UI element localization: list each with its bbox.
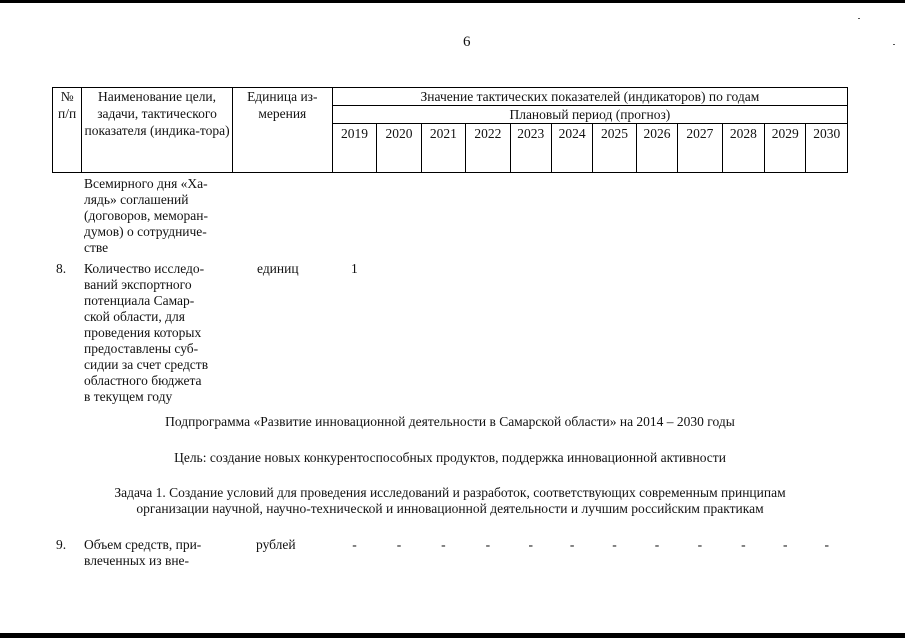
header-year-2024: 2024 (551, 124, 592, 173)
task-line: организации научной, научно-технической и инновационной деятельности и лучшим российским практикам (136, 501, 764, 516)
row9-value-2026: - (654, 537, 660, 552)
row9-value-2027: - (697, 537, 703, 552)
row9-value-2019: - (352, 537, 357, 552)
row8-name-line: предоставлены суб- (84, 341, 199, 356)
header-year-2023: 2023 (510, 124, 551, 173)
row8-name-line: ваний экспортного (84, 277, 192, 292)
row9-value-2023: - (528, 537, 533, 552)
header-year-2022: 2022 (466, 124, 510, 173)
header-year-2021: 2021 (421, 124, 465, 173)
row9-value-2030: - (824, 537, 829, 552)
scan-speck (858, 18, 860, 19)
continuation-line: Всемирного дня «Ха- (84, 176, 208, 191)
row8-name (84, 261, 234, 405)
indicator-table-header (52, 87, 848, 173)
row9-num: 9. (56, 537, 67, 552)
header-unit: Единица из-мерения (232, 88, 332, 173)
row9-name-line: влеченных из вне- (84, 553, 190, 568)
header-values-title: Значение тактических показателей (индикаторов) по годам (332, 88, 847, 106)
row8-name-line: областного бюджета (84, 373, 202, 388)
row9-value-2029: - (782, 537, 788, 552)
row8-name-line: ской области, для (84, 309, 185, 324)
row8-name-line: Количество исследо- (84, 261, 205, 276)
row8-num: 8. (56, 261, 67, 276)
header-year-2029: 2029 (765, 124, 806, 173)
goal-text: Цель: создание новых конкурентоспособных продуктов, поддержка инновационной активности (174, 450, 726, 465)
task-line: Задача 1. Создание условий для проведения исследований и разработок, соответствующих современным принципам (114, 485, 786, 500)
continuation-text (84, 176, 234, 256)
header-year-2028: 2028 (722, 124, 764, 173)
row9-value-2020: - (396, 537, 402, 552)
top-border (0, 0, 905, 3)
row9-value-2028: - (741, 537, 746, 552)
row8-name-line: сидии за счет средств (84, 357, 209, 372)
row8-value-2019: 1 (351, 261, 358, 276)
header-year-2026: 2026 (636, 124, 677, 173)
row9-value-2024: - (569, 537, 575, 552)
header-year-2025: 2025 (593, 124, 636, 173)
header-period: Плановый период (прогноз) (332, 106, 847, 124)
header-year-2020: 2020 (377, 124, 421, 173)
header-year-2019: 2019 (332, 124, 376, 173)
header-year-2030: 2030 (806, 124, 848, 173)
subprogram-title: Подпрограмма «Развитие инновационной деятельности в Самарской области» на 2014 – 2030 годы (165, 414, 735, 429)
row9-value-2025: - (612, 537, 617, 552)
bottom-border (0, 633, 905, 638)
continuation-line: (договоров, меморан- (84, 208, 209, 223)
row9-value-2022: - (485, 537, 491, 552)
row9-value-2021: - (441, 537, 446, 552)
continuation-line: лядь» соглашений (84, 192, 189, 207)
scan-speck (893, 44, 895, 45)
row8-name-line: проведения которых (84, 325, 202, 340)
continuation-line: стве (84, 240, 109, 255)
page-number: 6 (463, 34, 471, 50)
task-text (52, 485, 848, 517)
row9-name-line: Объем средств, при- (84, 537, 202, 552)
row9-name (84, 537, 234, 569)
row8-name-line: в текущем году (84, 389, 173, 404)
row8-name-line: потенциала Самар- (84, 293, 195, 308)
header-num: № п/п (53, 88, 82, 173)
continuation-line: думов) о сотрудниче- (84, 224, 207, 239)
header-year-2027: 2027 (678, 124, 722, 173)
row8-unit: единиц (257, 261, 299, 276)
header-name: Наименование цели, задачи, тактического показателя (индика-тора) (82, 88, 233, 173)
row9-unit: рублей (256, 537, 296, 552)
